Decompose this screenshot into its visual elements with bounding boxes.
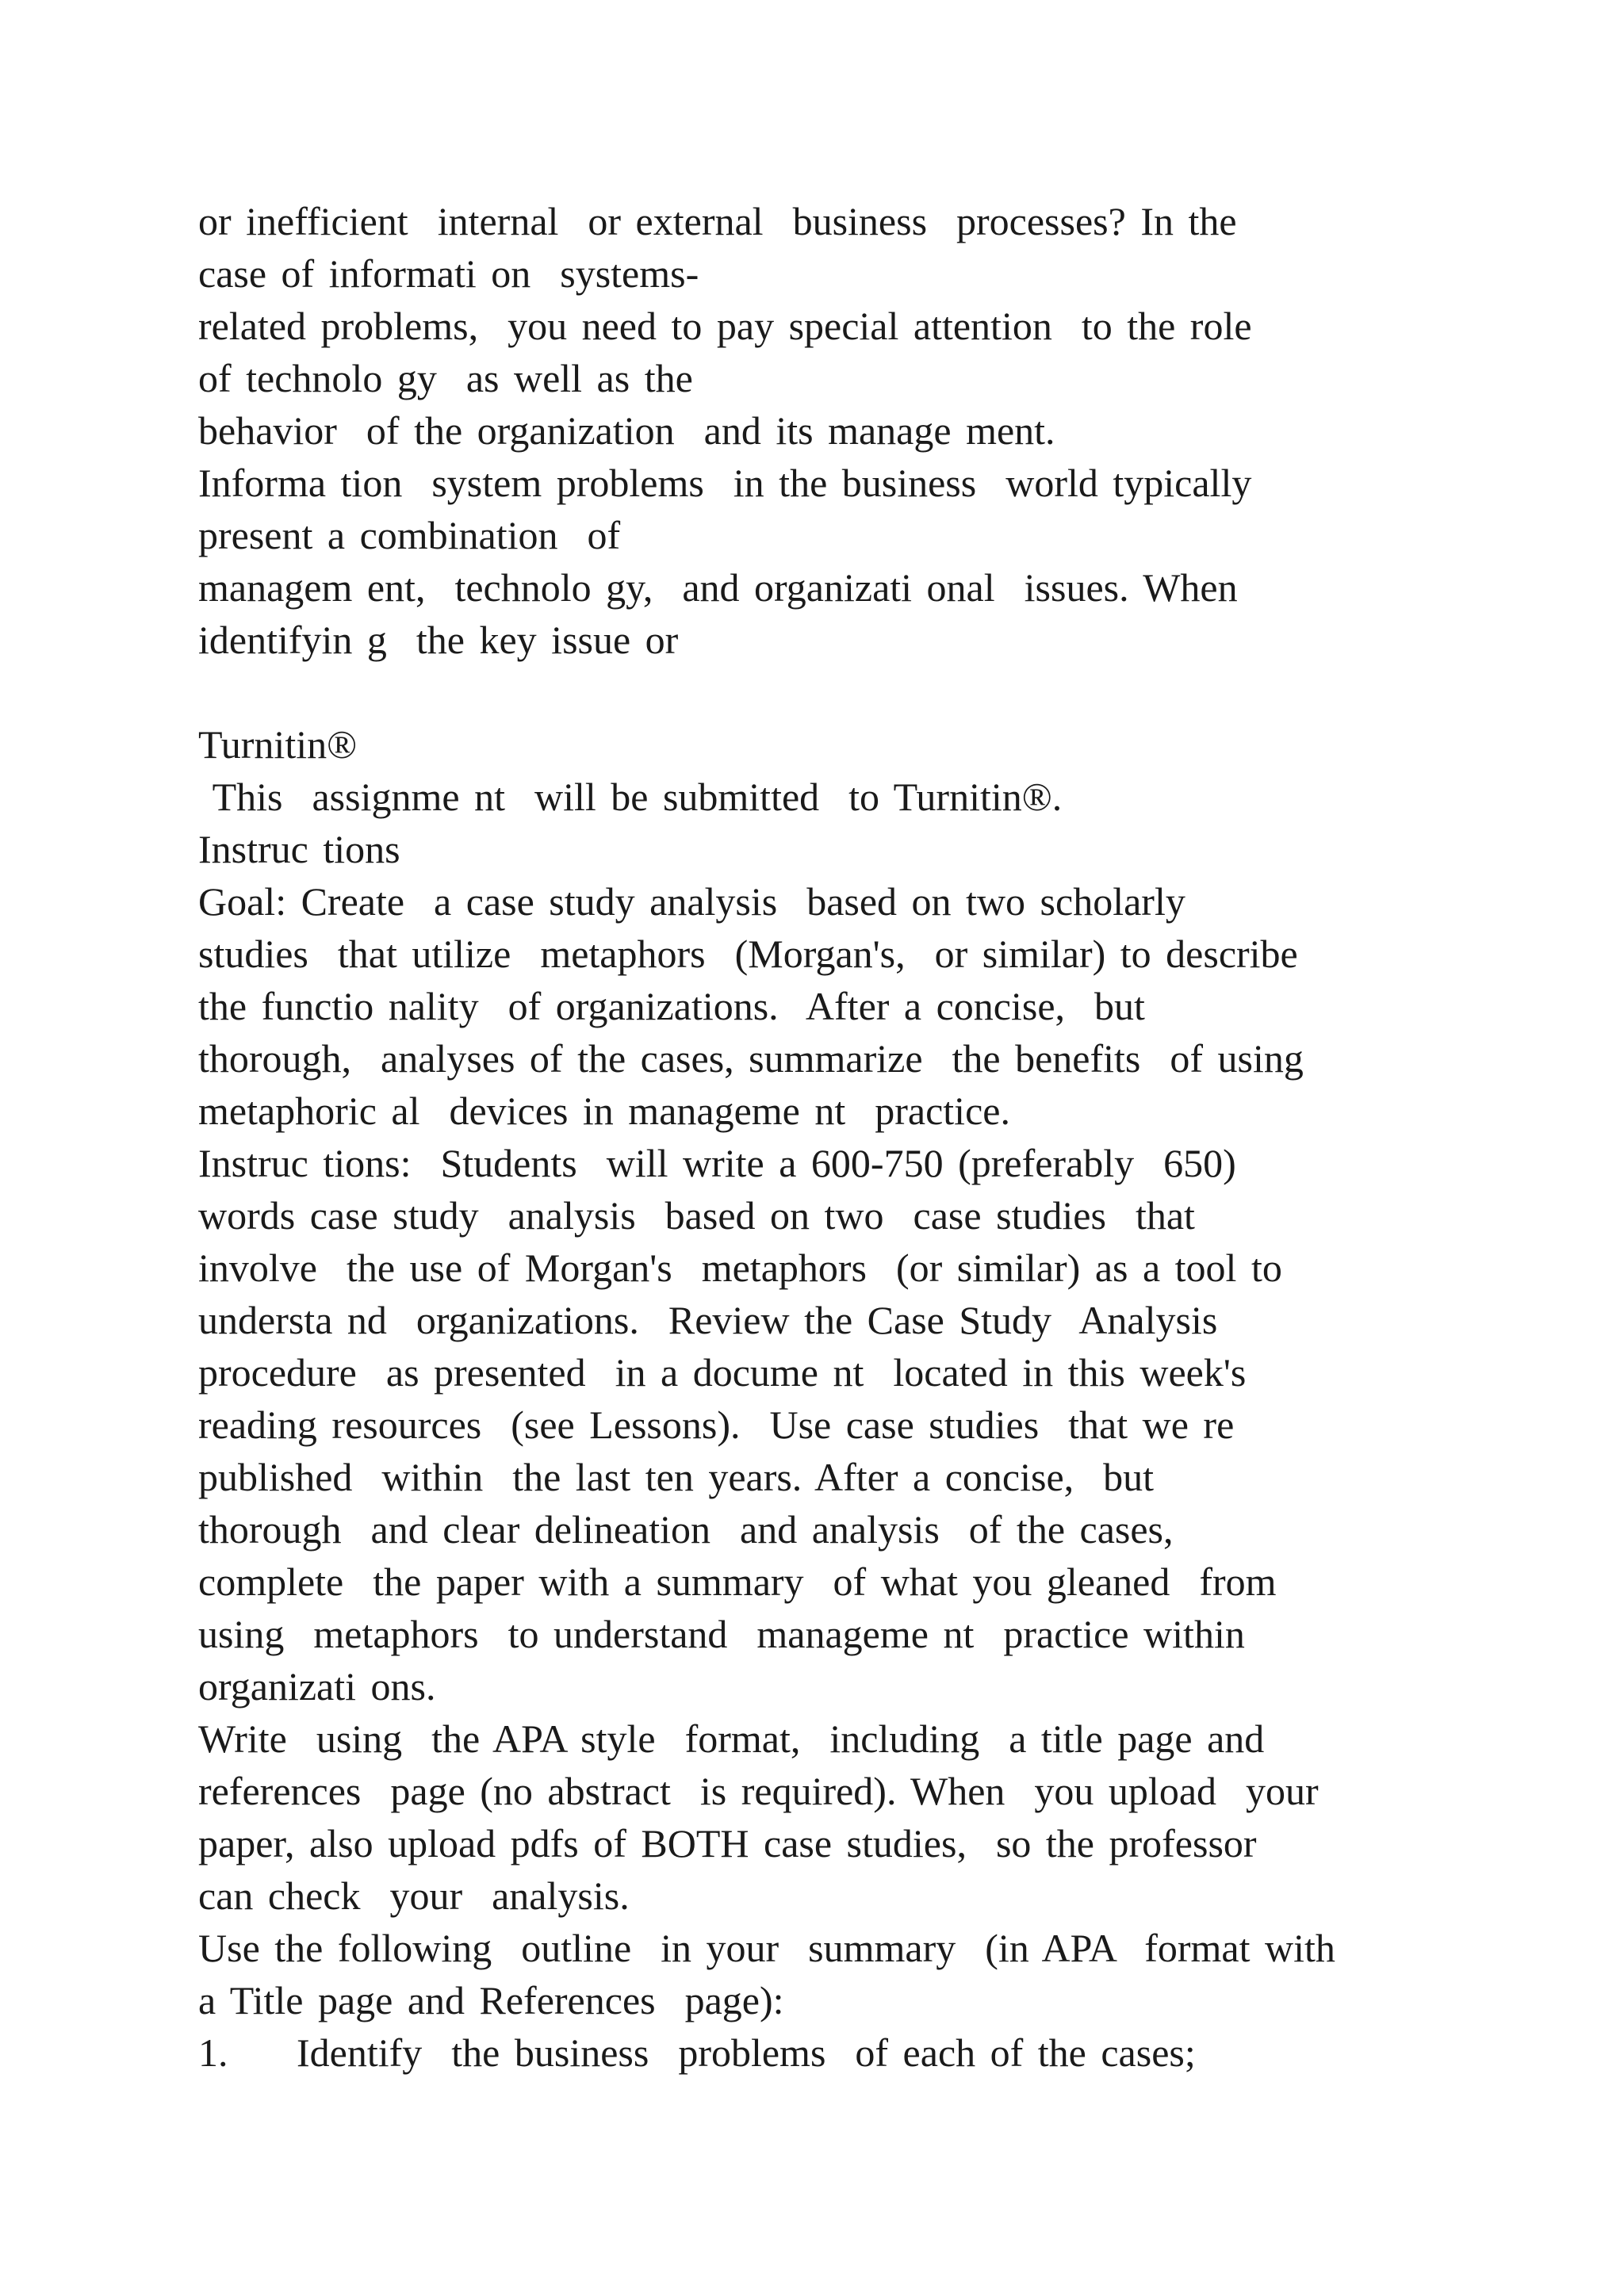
body-line: can check your analysis. xyxy=(198,1873,630,1918)
body-line: Write using the APA style format, including a title page and xyxy=(198,1716,1265,1761)
body-line: related problems, you need to pay special attention to the role xyxy=(198,304,1252,348)
body-line: thorough and clear delineation and analysis of the cases, xyxy=(198,1507,1174,1552)
body-line: Use the following outline in your summary (in APA format with xyxy=(198,1926,1335,1970)
body-line: reading resources (see Lessons). Use case studies that we re xyxy=(198,1402,1235,1447)
body-line: managem ent, technolo gy, and organizati onal issues. When xyxy=(198,565,1238,610)
body-line: procedure as presented in a docume nt located in this week's xyxy=(198,1350,1247,1395)
body-line: a Title page and References page): xyxy=(198,1978,784,2022)
document-body xyxy=(198,195,1499,2079)
body-line: Goal: Create a case study analysis based on two scholarly xyxy=(198,879,1185,924)
turnitin-note: This assignme nt will be submitted to Turnitin®. xyxy=(198,775,1063,819)
body-line: paper, also upload pdfs of BOTH case studies, so the professor xyxy=(198,1821,1257,1866)
body-line: the functio nality of organizations. After a concise, but xyxy=(198,984,1145,1028)
list-item-number: 1. xyxy=(198,2030,228,2075)
instructions-heading: Instruc tions xyxy=(198,827,400,871)
outline-list-item xyxy=(198,2026,1499,2079)
body-line: published within the last ten years. After a concise, but xyxy=(198,1455,1155,1499)
body-line: complete the paper with a summary of what you gleaned from xyxy=(198,1559,1277,1604)
body-line: thorough, analyses of the cases, summarize the benefits of using xyxy=(198,1036,1304,1081)
list-item-text: Identify the business problems of each of the cases; xyxy=(297,2030,1196,2075)
body-line: metaphoric al devices in manageme nt practice. xyxy=(198,1089,1010,1133)
body-line: words case study analysis based on two case studies that xyxy=(198,1193,1195,1238)
body-line: case of informati on systems- xyxy=(198,251,699,296)
body-line: involve the use of Morgan's metaphors (or similar) as a tool to xyxy=(198,1246,1282,1290)
body-line: organizati ons. xyxy=(198,1664,436,1709)
body-line: of technolo gy as well as the xyxy=(198,356,693,400)
body-line: using metaphors to understand manageme nt practice within xyxy=(198,1612,1245,1656)
body-line: or inefficient internal or external business processes? In the xyxy=(198,199,1237,243)
body-line: studies that utilize metaphors (Morgan's, or similar) to describe xyxy=(198,932,1298,976)
body-line: understa nd organizations. Review the Case Study Analysis xyxy=(198,1298,1218,1342)
body-line: behavior of the organization and its manage ment. xyxy=(198,408,1055,453)
blank-line xyxy=(198,666,1499,718)
body-line: references page (no abstract is required). When you upload your xyxy=(198,1769,1319,1813)
turnitin-heading: Turnitin® xyxy=(198,722,358,767)
body-line: Informa tion system problems in the business world typically xyxy=(198,461,1252,505)
body-line: identifyin g the key issue or xyxy=(198,618,679,662)
body-line: Instruc tions: Students will write a 600-750 (preferably 650) xyxy=(198,1141,1236,1185)
body-line: present a combination of xyxy=(198,513,621,557)
